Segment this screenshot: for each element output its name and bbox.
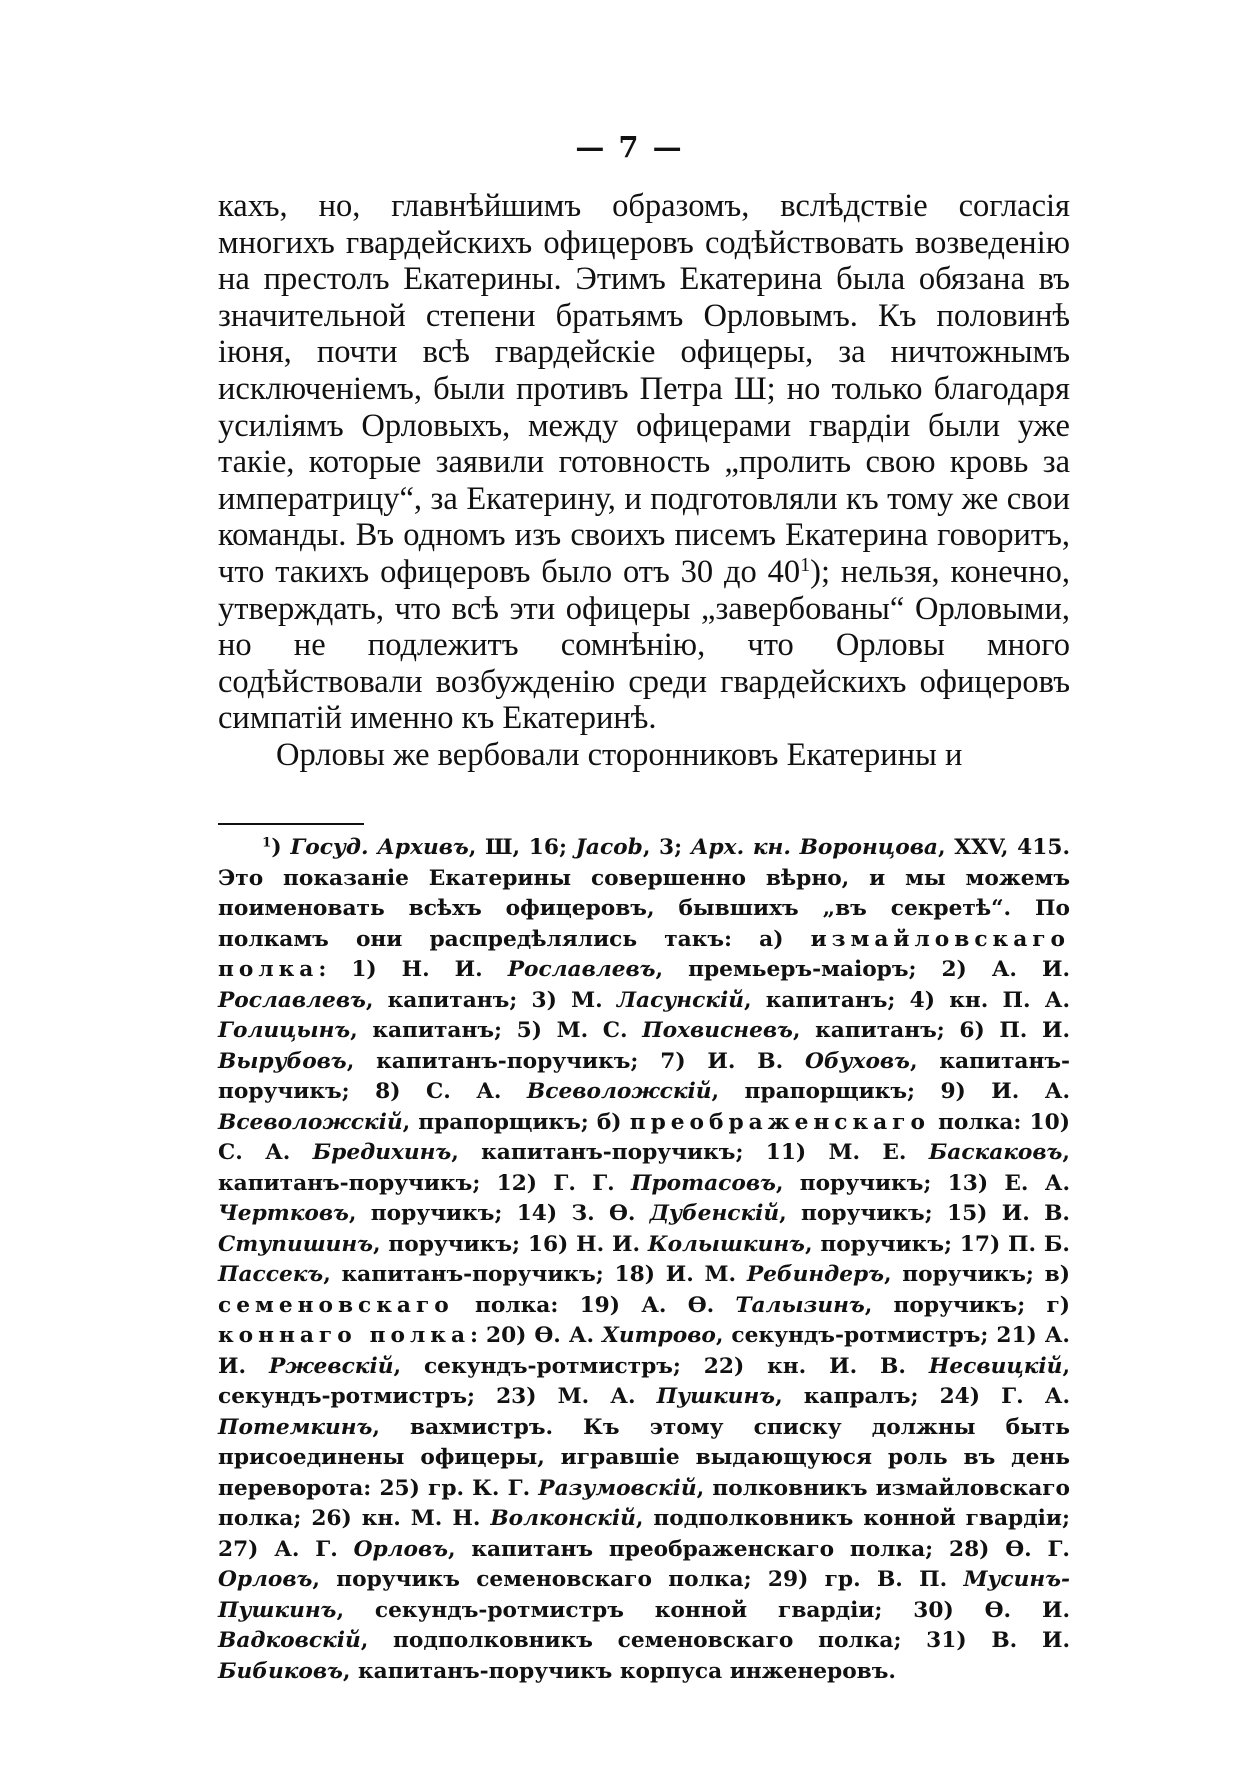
footnote-text: , капитанъ-поручикъ корпуса инженеровъ. bbox=[342, 1658, 896, 1684]
footnote-text: , поручикъ семеновскаго полка; 29) гр. В. П. bbox=[312, 1567, 964, 1592]
footnote-marker: 1 bbox=[262, 834, 272, 851]
footnote-name-italic: Арх. кн. Воронцова bbox=[690, 835, 938, 860]
main-text bbox=[218, 188, 1070, 774]
footnote-spaced-heading: измайловскаго полка bbox=[218, 926, 1070, 982]
footnote-spaced-heading: преображенскаго bbox=[629, 1109, 930, 1135]
footnote-text: , вахмистръ. Къ этому списку должны быть присоединены офицеры, игравшіе выдающуюся роль въ день переворота: 25) гр. К. Г. bbox=[218, 1414, 1070, 1501]
footnote-text: , Ш, 16; bbox=[468, 835, 576, 860]
main-paragraph-2: Орловы же вербовали сторонниковъ Екатерины и bbox=[276, 736, 963, 773]
footnote-text: , поручикъ; 15) И. В. bbox=[779, 1201, 1070, 1226]
footnote-name-italic: Jacob bbox=[575, 835, 643, 860]
footnote-name-italic: Талызинъ bbox=[735, 1292, 865, 1318]
footnote-text: , капитанъ; 5) М. С. bbox=[350, 1018, 643, 1043]
footnote-name-italic: Бибиковъ bbox=[218, 1658, 343, 1684]
footnote-name-italic: Чертковъ bbox=[218, 1201, 349, 1226]
footnote-text: , поручикъ; г) bbox=[864, 1292, 1070, 1318]
footnote-text: ) bbox=[271, 835, 291, 860]
footnote-name-italic: Ребиндеръ bbox=[746, 1262, 884, 1287]
footnote-text: , секундъ-ротмистръ; 23) М. А. bbox=[218, 1353, 1070, 1409]
footnote-name-italic: Обуховъ bbox=[805, 1048, 910, 1074]
footnote-name-italic: Протасовъ bbox=[631, 1170, 776, 1196]
footnote-name-italic: Волконскій bbox=[490, 1506, 636, 1531]
footnote-text: , XXV, 415. Это показаніе Екатерины совершенно вѣрно, и мы можемъ поименовать всѣхъ офицеровъ, бывшихъ „въ секретѣ“. По полкамъ они распредѣлялись такъ: а) bbox=[218, 835, 1070, 952]
footnote-text: , прапорщикъ; б) bbox=[402, 1109, 630, 1135]
footnote-text: , поручикъ; 14) З. Ѳ. bbox=[348, 1201, 650, 1226]
footnote-body bbox=[218, 835, 1070, 1684]
footnote-text: , капитанъ преображенскаго полка; 28) Ѳ. Г. bbox=[448, 1536, 1070, 1562]
footnote-text: , секундъ-ротмистръ конной гвардіи; 30) Ѳ. И. bbox=[336, 1597, 1070, 1623]
footnote-text: : 20) Ѳ. А. bbox=[470, 1323, 603, 1348]
footnote-text: , полковникъ измайловскаго полка; 26) кн. М. Н. bbox=[218, 1475, 1071, 1531]
footnote-name-italic: Пассекъ bbox=[218, 1262, 324, 1287]
footnote-text: : 1) Н. И. bbox=[318, 957, 508, 982]
footnote-text: , подполковникъ конной гвардіи; 27) А. Г. bbox=[218, 1506, 1070, 1562]
footnote-name-italic: Похвисневъ bbox=[642, 1018, 793, 1043]
footnote-text: , секундъ-ротмистръ; 21) А. И. bbox=[218, 1323, 1070, 1379]
footnote-text: , капитанъ-поручикъ; 8) С. А. bbox=[218, 1048, 1070, 1104]
footnote-text: , капитанъ-поручикъ; 12) Г. Г. bbox=[218, 1140, 1070, 1196]
main-paragraph-1-part-1: кахъ, но, главнѣйшимъ образомъ, вслѣдствіе согласія многихъ гвардейскихъ офицеровъ содѣйствовать возведенію на престолъ Екатерины. Этимъ Екатерина была обязана въ значительной степени братьямъ Орловымъ. Къ половинѣ іюня, почти всѣ гвардейскіе офицеры, за ничтожнымъ исключеніемъ, были противъ Петра Ш; но только благодаря усиліямъ Орловыхъ, между офицерами гвардіи были уже такіе, которые заявили готовность „пролить свою кровь за императрицу“, за Екатерину, и подготовляли къ тому же свои команды. Въ одномъ изъ своихъ писемъ Екатерина говоритъ, что такихъ офицеровъ было отъ 30 до 40 bbox=[218, 188, 1070, 590]
footnote-text: , капитанъ; 3) М. bbox=[365, 987, 617, 1013]
footnote-text: , секундъ-ротмистръ; 22) кн. И. В. bbox=[393, 1353, 929, 1379]
footnote-text: , 3; bbox=[642, 835, 691, 860]
footnote-name-italic: Всеволожскій bbox=[526, 1079, 712, 1104]
footnote-name-italic: Всеволожскій bbox=[218, 1109, 403, 1135]
footnote-spaced-heading: семеновскаго bbox=[218, 1292, 454, 1318]
footnote-name-italic: Рославлевъ bbox=[218, 987, 366, 1013]
footnote-name-italic: Орловъ bbox=[218, 1567, 313, 1592]
footnote-name-italic: Орловъ bbox=[353, 1536, 448, 1562]
footnote-paragraph bbox=[218, 833, 1070, 1687]
footnote-text: , капитанъ-поручикъ; 11) М. Е. bbox=[451, 1140, 929, 1165]
footnote-name-italic: Голицынъ bbox=[218, 1018, 351, 1043]
footnote-text: , капитанъ-поручикъ; 18) И. М. bbox=[323, 1262, 747, 1287]
footnote-name-italic: Мусинъ-Пушкинъ bbox=[218, 1567, 1070, 1623]
footnote-text: , подполковникъ семеновскаго полка; 31) В. И. bbox=[360, 1628, 1070, 1653]
footnote-spaced-heading: коннаго полка bbox=[218, 1323, 471, 1348]
page-number: — 7 — bbox=[575, 130, 684, 164]
footnote-name-italic: Колышкинъ bbox=[647, 1231, 805, 1257]
footnote-name-italic: Разумовскій bbox=[538, 1475, 697, 1501]
footnote-text: , капралъ; 24) Г. А. bbox=[775, 1384, 1071, 1409]
footnote-text: , поручикъ; в) bbox=[883, 1262, 1070, 1287]
footnote-name-italic: Пушкинъ bbox=[656, 1384, 776, 1409]
footnote-text: полка: 19) А. Ѳ. bbox=[453, 1292, 736, 1318]
footnote-text: , капитанъ; 6) П. И. bbox=[792, 1018, 1071, 1043]
footnote-name-italic: Дубенскій bbox=[649, 1201, 780, 1226]
footnote-name-italic: Вадковскій bbox=[218, 1628, 361, 1653]
footnote-text: , прапорщикъ; 9) И. А. bbox=[711, 1079, 1071, 1104]
footnote-text: , поручикъ; 16) Н. И. bbox=[373, 1231, 648, 1257]
footnote-name-italic: Ржевскій bbox=[268, 1353, 394, 1379]
footnote-text: , капитанъ-поручикъ; 7) И. В. bbox=[346, 1048, 805, 1074]
footnote-name-italic: Госуд. Архивъ bbox=[290, 835, 469, 860]
footnote-name-italic: Несвицкій bbox=[928, 1353, 1063, 1379]
footnote bbox=[218, 833, 1070, 1687]
footnote-divider bbox=[218, 823, 364, 825]
footnote-name-italic: Бредихинъ bbox=[312, 1140, 452, 1165]
main-paragraph-1 bbox=[218, 188, 1070, 737]
footnote-text: , поручикъ; 13) Е. А. bbox=[775, 1170, 1070, 1196]
footnote-name-italic: Хитрово bbox=[602, 1323, 716, 1348]
footnote-name-italic: Вырубовъ bbox=[218, 1048, 347, 1074]
footnote-text: , капитанъ; 4) кн. П. А. bbox=[743, 987, 1070, 1013]
footnote-name-italic: Потемкинъ bbox=[218, 1414, 373, 1440]
footnote-text: полка: 10) С. А. bbox=[218, 1109, 1070, 1165]
footnote-text: , премьеръ-маіоръ; 2) А. И. bbox=[655, 957, 1070, 982]
footnote-name-italic: Рославлевъ bbox=[507, 957, 656, 982]
footnote-name-italic: Ступишинъ bbox=[218, 1231, 374, 1257]
footnote-text: , поручикъ; 17) П. Б. bbox=[804, 1231, 1070, 1257]
footnote-name-italic: Ласунскій bbox=[616, 987, 744, 1013]
footnote-name-italic: Баскаковъ bbox=[928, 1140, 1063, 1165]
footnote-reference: 1 bbox=[800, 553, 811, 576]
main-paragraph-1-part-2: ); нельзя, конечно, утверждать, что всѣ эти офицеры „завербованы“ Орловыми, но не подлежитъ сомнѣнію, что Орловы много содѣйствовали возбужденію среди гвардейскихъ офицеровъ симпатій именно къ Екатеринѣ. bbox=[218, 553, 1070, 737]
